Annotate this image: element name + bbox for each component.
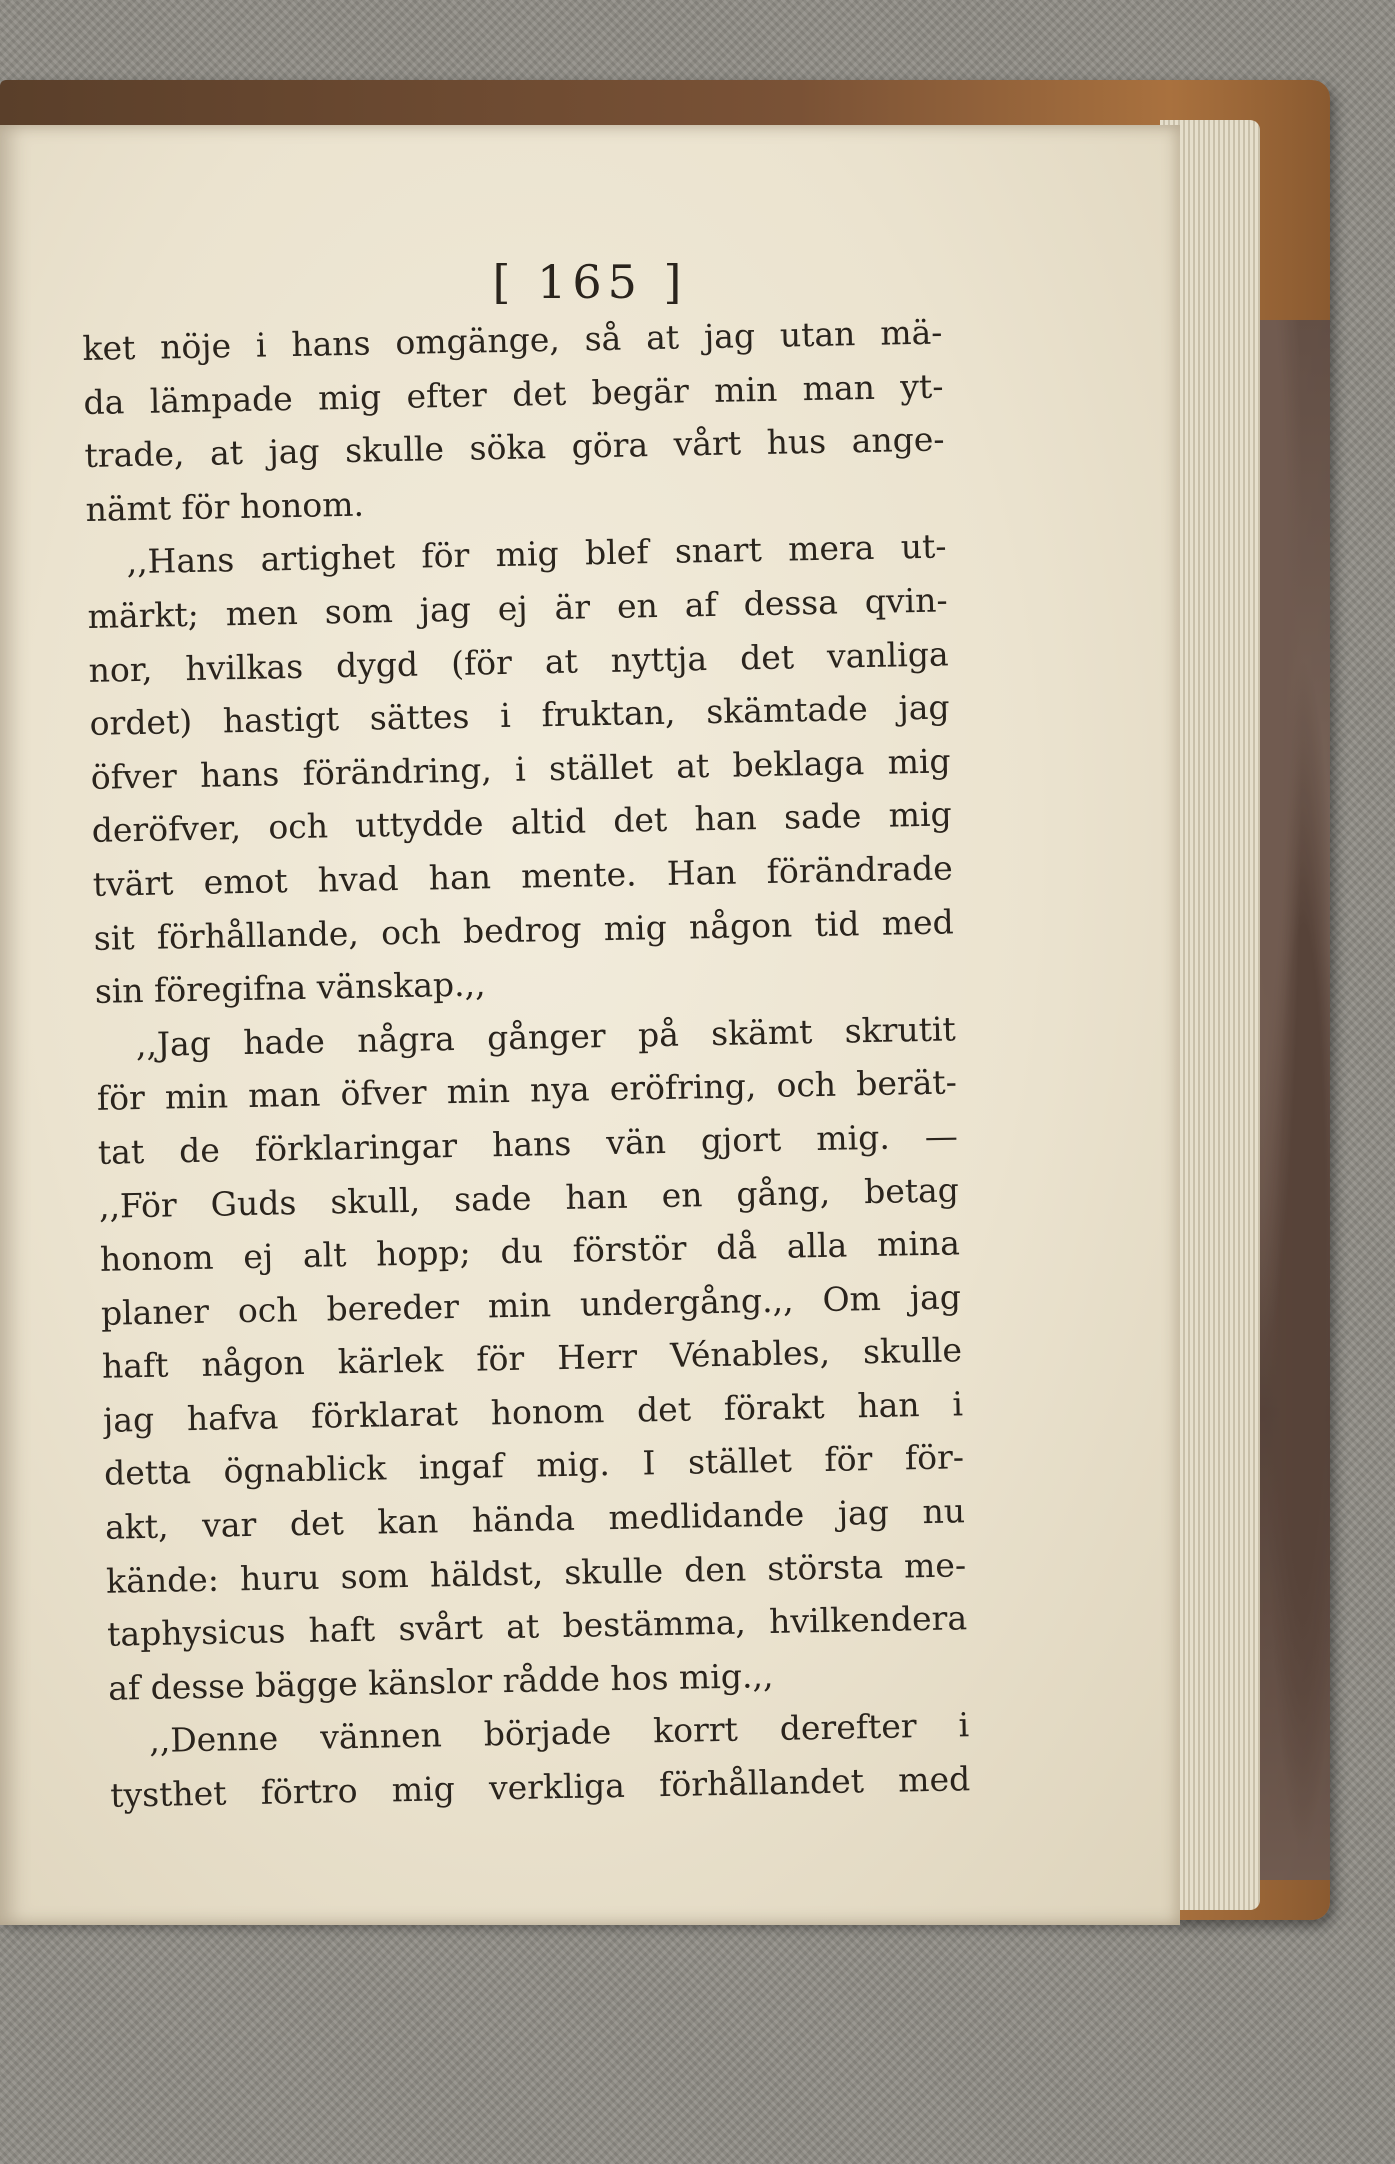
text-line: tysthet förtro mig verkliga förhållandet med [109, 1759, 971, 1815]
text-line: ,,Hans artighet för mig blef snart mera ut- [126, 526, 947, 582]
text-line: da lämpade mig efter det begär min man yt- [83, 366, 944, 422]
text-line: kände: huru som häldst, skulle den största me- [105, 1544, 967, 1601]
text-line: nämt för honom. [85, 484, 365, 529]
text-line: akt, var det kan hända medlidande jag nu [104, 1491, 966, 1547]
text-line: öfver hans förändring, i stället at beklaga mig [90, 741, 951, 797]
text-line: tvärt emot hvad han mente. Han förändrade [92, 848, 954, 904]
text-line: honom ej alt hopp; du förstör då alla mina [99, 1223, 961, 1279]
text-line: ket nöje i hans omgänge, så at jag utan mä- [82, 312, 943, 368]
text-line: sin föregifna vänskap.,, [94, 964, 486, 1011]
text-line: jag hafva förklarat honom det förakt han i [102, 1384, 964, 1440]
text-line: detta ögnablick ingaf mig. I stället för för- [103, 1437, 965, 1494]
text-line: taphysicus haft svårt at bestämma, hvilkendera [106, 1598, 968, 1655]
text-line: för min man öfver min nya eröfring, och berät- [96, 1062, 958, 1119]
page-number: [ 165 ] [492, 255, 688, 309]
text-line: planer och bereder min undergång.,, Om jag [100, 1276, 962, 1333]
body-text [82, 305, 971, 1822]
text-line: ,,Jag hade några gånger på skämt skrutit [135, 1009, 957, 1064]
text-line: tat de förklaringar hans vän gjort mig. — [97, 1116, 959, 1172]
text-line: af desse bägge känslor rådde hos mig.,, [107, 1655, 774, 1708]
text-line: märkt; men som jag ej är en af dessa qvin- [87, 580, 948, 636]
text-line: ,,För Guds skull, sade han en gång, betag [98, 1169, 960, 1226]
text-line: trade, at jag skulle söka göra vårt hus ange- [84, 419, 945, 476]
text-line: haft någon kärlek för Herr Vénables, skulle [101, 1330, 963, 1387]
text-line: ,,Denne vännen började korrt derefter i [148, 1705, 970, 1761]
text-line: ordet) hastigt sättes i fruktan, skämtade jag [89, 687, 950, 744]
text-line: nor, hvilkas dygd (för at nyttja det vanliga [88, 633, 949, 690]
text-line: deröfver, och uttydde altid det han sade mig [91, 794, 952, 851]
text-line: sit förhållande, och bedrog mig någon tid med [93, 901, 955, 958]
